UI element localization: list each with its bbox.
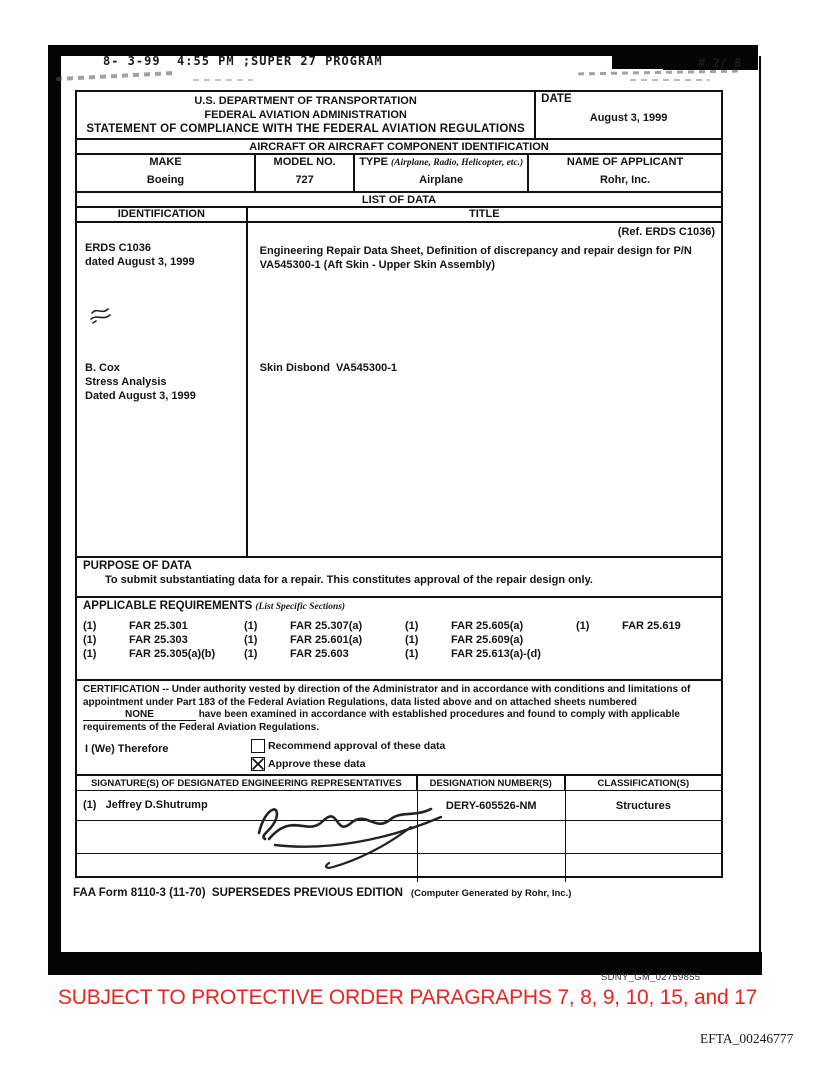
identification-entry-1: ERDS C1036 dated August 3, 1999	[85, 242, 195, 268]
form-header-row	[77, 92, 721, 138]
title-entry-2: Skin Disbond VA545300-1	[259, 362, 398, 374]
far-item: FAR 25.613(a)-(d)	[451, 648, 541, 660]
classification-cell	[566, 791, 721, 820]
model-label: MODEL NO.	[273, 156, 336, 168]
signature-row-3-empty	[77, 853, 721, 882]
applicant-label: NAME OF APPLICANT	[566, 156, 684, 168]
ref-erds-note: (Ref. ERDS C1036)	[617, 226, 715, 238]
type-label: TYPE (Airplane, Radio, Helicopter, etc.)	[359, 156, 524, 168]
scan-left-black-bar	[48, 45, 61, 975]
scan-smudge	[578, 70, 738, 76]
title-entry-1: Engineering Repair Data Sheet, Definition of discrepancy and repair design for P/N VA545300-1 (Aft Skin - Upper Skin Assembly)	[259, 245, 695, 271]
make-cell	[77, 155, 256, 191]
scan-smudge	[630, 79, 710, 81]
far-item: FAR 25.305(a)(b)	[129, 648, 216, 660]
certification-label: CERTIFICATION --	[83, 684, 169, 695]
far-item: FAR 25.307(a)	[290, 620, 363, 632]
handwritten-scribble	[89, 305, 115, 325]
checkbox-x-mark-icon	[252, 758, 264, 770]
certification-none-blank: NONE	[83, 709, 196, 721]
list-header-row	[77, 206, 721, 221]
scan-smudge	[193, 79, 253, 81]
admin-line: FEDERAL AVIATION ADMINISTRATION	[204, 109, 407, 121]
far-item-empty	[622, 634, 715, 646]
far-prefix: (1)	[405, 620, 419, 632]
scan-area	[48, 45, 762, 975]
faa-form-8110-3	[75, 90, 723, 878]
far-prefix: (1)	[83, 648, 97, 660]
far-requirements-grid	[83, 620, 715, 660]
designation-number-cell	[418, 791, 566, 820]
title-column	[248, 223, 721, 556]
signature-cell	[77, 791, 418, 820]
protective-order-stamp: SUBJECT TO PROTECTIVE ORDER PARAGRAPHS 7, 8, 9, 10, 15, and 17	[57, 986, 758, 1009]
make-label: MAKE	[149, 156, 182, 168]
signature-header-row	[77, 774, 721, 790]
approval-checkboxes	[251, 737, 445, 773]
recommend-approval-checkbox	[251, 739, 265, 753]
redaction-block-small	[612, 54, 694, 69]
date-value: August 3, 1999	[589, 112, 668, 124]
scan-smudge	[56, 71, 176, 81]
far-prefix: (1)	[405, 648, 419, 660]
signature-column-header: SIGNATURE(S) OF DESIGNATED ENGINEERING REPRESENTATIVES	[77, 776, 418, 790]
purpose-of-data-section	[77, 556, 721, 596]
type-value: Airplane	[419, 174, 464, 186]
far-item-empty	[622, 648, 715, 660]
certification-section	[77, 679, 721, 774]
identification-header: IDENTIFICATION	[77, 208, 248, 221]
model-cell	[256, 155, 355, 191]
list-of-data-body	[77, 221, 721, 556]
type-cell	[355, 155, 529, 191]
far-item: FAR 25.605(a)	[451, 620, 524, 632]
computer-generated-note: (Computer Generated by Rohr, Inc.)	[410, 888, 572, 899]
signature-row-2-empty	[77, 820, 721, 853]
applicable-requirements-section	[77, 596, 721, 679]
make-value: Boeing	[146, 174, 185, 186]
requirements-note: (List Specific Sections)	[255, 602, 346, 612]
model-value: 727	[295, 174, 314, 186]
bates-number-sdny: SDNY_GM_02759855	[601, 972, 701, 983]
fax-header-text: 8- 3-99 4:55 PM ;SUPER 27 PROGRAM	[103, 54, 383, 68]
signature-row-1	[77, 790, 721, 820]
applicant-cell	[529, 155, 721, 191]
far-prefix: (1)	[83, 620, 97, 632]
date-label: DATE	[541, 93, 572, 105]
approve-data-line	[251, 755, 445, 773]
far-prefix: (1)	[244, 648, 258, 660]
fax-page-indicator: # 2/ 8	[698, 56, 742, 70]
therefore-label: I (We) Therefore	[85, 743, 169, 755]
recommend-approval-line	[251, 737, 445, 755]
purpose-label: PURPOSE OF DATA	[83, 560, 192, 572]
approve-data-label: Approve these data	[268, 758, 366, 770]
far-prefix: (1)	[576, 620, 590, 632]
form-title: STATEMENT OF COMPLIANCE WITH THE FEDERAL AVIATION REGULATIONS	[86, 123, 525, 135]
far-prefix: (1)	[244, 620, 258, 632]
date-cell	[536, 92, 721, 138]
far-item: FAR 25.601(a)	[290, 634, 363, 646]
far-item: FAR 25.301	[129, 620, 188, 632]
approve-data-checkbox-checked	[251, 757, 265, 771]
title-header: TITLE	[469, 208, 500, 220]
signer-name: (1) Jeffrey D.Shutrump	[83, 799, 208, 811]
identification-entry-2: B. Cox Stress Analysis Dated August 3, 1999	[85, 362, 196, 402]
designation-column-header: DESIGNATION NUMBER(S)	[418, 776, 566, 790]
purpose-text: To submit substantiating data for a repair. This constitutes approval of the repair design only.	[105, 574, 593, 586]
type-label-note: (Airplane, Radio, Helicopter, etc.)	[391, 158, 524, 168]
section-aircraft-identification: AIRCRAFT OR AIRCRAFT COMPONENT IDENTIFICATION	[77, 138, 721, 153]
form-footer: FAA Form 8110-3 (11-70) SUPERSEDES PREVIOUS EDITION (Computer Generated by Rohr, Inc.)	[73, 887, 572, 899]
agency-block	[77, 92, 536, 138]
requirements-label: APPLICABLE REQUIREMENTS	[83, 600, 253, 612]
form-number: FAA Form 8110-3 (11-70)	[73, 887, 206, 899]
far-prefix: (1)	[244, 634, 258, 646]
far-item: FAR 25.619	[622, 620, 681, 632]
certification-paragraph: CERTIFICATION -- Under authority vested by direction of the Administrator and in accordance with conditions and limitations of appointment under Part 183 of the Federal Aviation Regulations, data listed above and on attached sheets numbered NONE have been examined in accordance with established procedures and found to comply with applicable requirements of the Federal Aviation Regulations.	[83, 684, 691, 733]
dept-line: U.S. DEPARTMENT OF TRANSPORTATION	[194, 95, 417, 107]
far-item: FAR 25.303	[129, 634, 188, 646]
far-prefix: (1)	[83, 634, 97, 646]
classification-value: Structures	[615, 799, 671, 812]
far-item: FAR 25.609(a)	[451, 634, 524, 646]
applicant-value: Rohr, Inc.	[599, 174, 651, 186]
scan-right-edge-line	[759, 56, 761, 952]
identification-column	[77, 223, 248, 556]
bates-number-efta: EFTA_00246777	[700, 1031, 794, 1046]
section-list-of-data: LIST OF DATA	[77, 191, 721, 206]
far-item: FAR 25.603	[290, 648, 349, 660]
aircraft-identification-row	[77, 153, 721, 191]
far-prefix: (1)	[405, 634, 419, 646]
classification-column-header: CLASSIFICATION(S)	[597, 778, 690, 789]
recommend-approval-label: Recommend approval of these data	[268, 740, 446, 752]
designation-number: DERY-605526-NM	[445, 799, 537, 812]
